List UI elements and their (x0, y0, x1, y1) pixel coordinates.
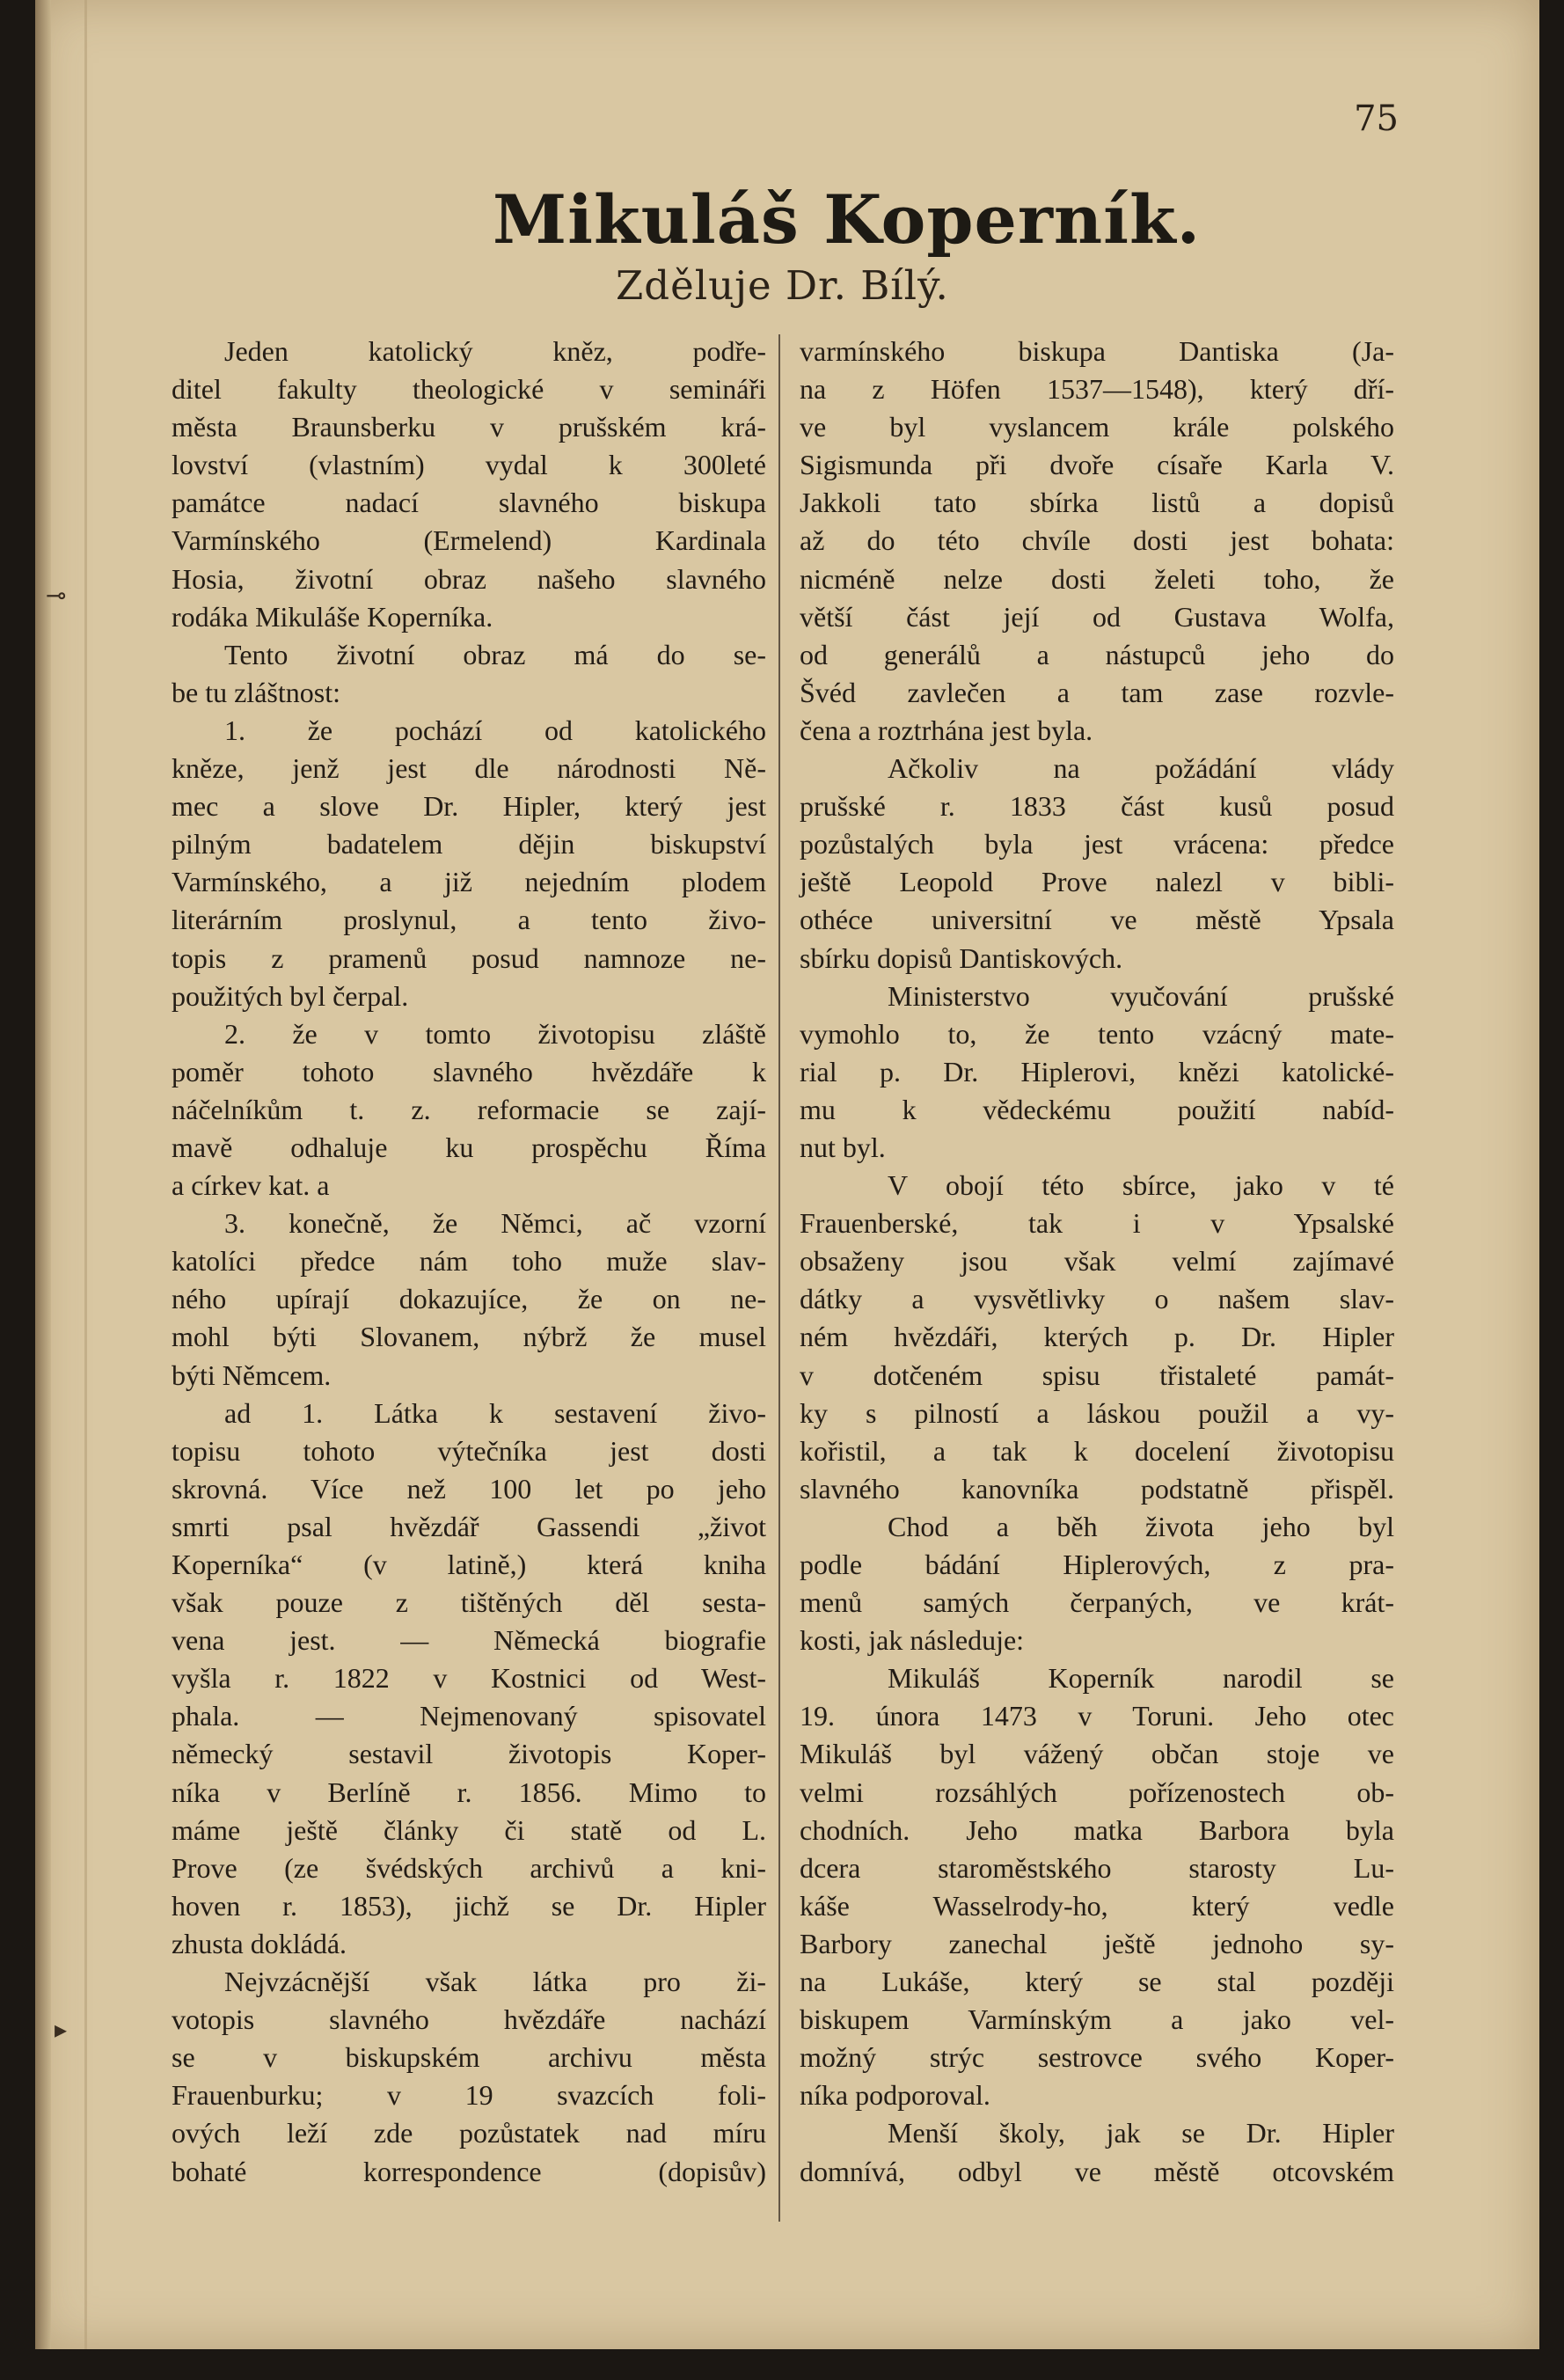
text-line: skrovná. Více než 100 let po jeho (172, 1472, 766, 1505)
text-line: Frauenburku; v 19 svazcích foli- (172, 2079, 766, 2112)
text-line: kněze, jenž jest dle národnosti Ně- (172, 752, 766, 785)
text-line: nicméně nelze dosti želeti toho, že (800, 562, 1394, 595)
text-line: smrti psal hvězdář Gassendi „život (172, 1510, 766, 1542)
text-line: be tu zláštnost: (172, 676, 340, 708)
text-line: Švéd zavlečen a tam zase rozvle- (800, 676, 1394, 708)
text-line: zhusta dokládá. (172, 1927, 347, 1959)
text-line: 3. konečně, že Němci, ač vzorní (224, 1207, 766, 1240)
text-line: použitých byl čerpal. (172, 979, 409, 1012)
text-line: phala. — Nejmenovaný spisovatel (172, 1700, 766, 1732)
text-line: pozůstalých byla jest vrácena: předce (800, 828, 1394, 860)
text-line: biskupem Varmínským a jako vel- (800, 2003, 1394, 2036)
article-byline: Zděluje Dr. Bílý. (616, 262, 949, 309)
text-line: prušské r. 1833 část kusů posud (800, 790, 1394, 823)
text-line: kořistil, a tak k docelení životopisu (800, 1434, 1394, 1467)
text-line: Varmínského (Ermelend) Kardinala (172, 524, 766, 557)
text-line: se v biskupském archivu města (172, 2041, 766, 2074)
text-line: ky s pilností a láskou použil a vy- (800, 1396, 1394, 1429)
text-line: Sigismunda při dvoře císaře Karla V. (800, 449, 1394, 481)
text-line: mohl býti Slovanem, nýbrž že musel (172, 1321, 766, 1353)
text-line: menů samých čerpaných, ve krát- (800, 1586, 1394, 1619)
text-line: 19. února 1473 v Toruni. Jeho otec (800, 1700, 1394, 1732)
text-line: sbírku dopisů Dantiskových. (800, 941, 1123, 974)
text-line: 2. že v tomto životopisu zláště (224, 1017, 766, 1050)
text-line: vena jest. — Německá biografie (172, 1624, 766, 1657)
text-line: mec a slove Dr. Hipler, který jest (172, 790, 766, 823)
text-line: ného upírají dokazujíce, že on ne- (172, 1283, 766, 1315)
text-line: mu k vědeckému použití nabíd- (800, 1093, 1394, 1125)
text-line: na Lukáše, který se stal později (800, 1966, 1394, 1998)
text-line: topisu tohoto výtečníka jest dosti (172, 1434, 766, 1467)
text-line: ném hvězdáři, kterých p. Dr. Hipler (800, 1321, 1394, 1353)
text-line: hoven r. 1853), jichž se Dr. Hipler (172, 1889, 766, 1922)
margin-mark: ▸ (55, 2015, 68, 2044)
text-line: možný strýc sestrovce svého Koper- (800, 2041, 1394, 2074)
text-line: až do této chvíle dosti jest bohata: (800, 524, 1394, 557)
text-line: býti Němcem. (172, 1358, 332, 1391)
text-line: dátky a vysvětlivky o našem slav- (800, 1283, 1394, 1315)
text-line: V obojí této sbírce, jako v té (888, 1169, 1394, 1202)
text-line: Chod a běh života jeho byl (888, 1510, 1394, 1542)
text-line: bohaté korrespondence (dopisův) (172, 2155, 766, 2187)
text-line: Koperníka“ (v latině,) která kniha (172, 1549, 766, 1580)
text-line: rodáka Mikuláše Koperníka. (172, 600, 493, 633)
text-line: Varmínského, a již nejedním plodem (172, 866, 766, 898)
text-line: památce nadací slavného biskupa (172, 487, 766, 519)
text-line: od generálů a nástupců jeho do (800, 638, 1394, 670)
text-line: Ačkoliv na požádání vlády (888, 752, 1394, 785)
text-line: a církev kat. a (172, 1169, 330, 1202)
text-line: na z Höfen 1537—1548), který dří- (800, 373, 1394, 406)
text-line: topis z pramenů posud namnoze ne- (172, 941, 766, 974)
text-line: velmi rozsáhlých pořízenostech ob- (800, 1776, 1394, 1808)
column-divider (778, 334, 780, 2222)
text-line: káše Wasselrody-ho, který vedle (800, 1889, 1394, 1922)
text-line: níka v Berlíně r. 1856. Mimo to (172, 1776, 766, 1808)
text-line: varmínského biskupa Dantiska (Ja- (800, 335, 1394, 367)
text-line: nut byl. (800, 1131, 886, 1163)
text-line: náčelníkům t. z. reformacie se zají- (172, 1093, 766, 1125)
text-line: Mikuláš Koperník narodil se (888, 1662, 1394, 1695)
text-line: lovství (vlastním) vydal k 300leté (172, 449, 766, 481)
text-line: Mikuláš byl vážený občan stoje ve (800, 1738, 1394, 1770)
right-column (800, 333, 1394, 2191)
text-line: Jakkoli tato sbírka listů a dopisů (800, 487, 1394, 519)
text-line: města Braunsberku v prušském krá- (172, 411, 766, 443)
text-line: podle bádání Hiplerových, z pra- (800, 1549, 1394, 1580)
text-line: však pouze z tištěných děl sesta- (172, 1586, 766, 1619)
text-line: 1. že pochází od katolického (224, 714, 766, 746)
text-line: Barbory zanechal ještě jednoho sy- (800, 1927, 1394, 1959)
text-line: slavného kanovníka podstatně přispěl. (800, 1472, 1394, 1505)
text-line: čena a roztrhána jest byla. (800, 714, 1093, 746)
text-line: pilným badatelem dějin biskupství (172, 828, 766, 860)
text-line: vymohlo to, že tento vzácný mate- (800, 1017, 1394, 1050)
text-line: Nejvzácnější však látka pro ži- (224, 1966, 766, 1998)
text-line: ještě Leopold Prove nalezl v bibli- (800, 866, 1394, 898)
margin-mark: ⊸ (46, 581, 67, 610)
text-line: ditel fakulty theologické v semináři (172, 373, 766, 406)
text-line: Frauenberské, tak i v Ypsalské (800, 1207, 1394, 1240)
text-line: rial p. Dr. Hiplerovi, knězi katolické- (800, 1055, 1394, 1087)
text-line: v dotčeném spisu třistaleté památ- (800, 1358, 1394, 1391)
text-line: obsaženy jsou však velmí zajímavé (800, 1245, 1394, 1278)
book-spine-shadow (35, 0, 51, 2349)
text-line: níka podporoval. (800, 2079, 990, 2112)
text-line: Hosia, životní obraz našeho slavného (172, 562, 766, 595)
text-line: větší část její od Gustava Wolfa, (800, 600, 1394, 633)
text-line: Tento životní obraz má do se- (224, 638, 766, 670)
article-title: Mikuláš Koperník. (493, 180, 1202, 259)
text-line: othéce universitní ve městě Ypsala (800, 904, 1394, 936)
text-line: votopis slavného hvězdáře nachází (172, 2003, 766, 2036)
text-line: mavě odhaluje ku prospěchu Říma (172, 1131, 766, 1163)
text-line: ad 1. Látka k sestavení živo- (224, 1396, 766, 1429)
text-line: ových leží zde pozůstatek nad míru (172, 2117, 766, 2149)
text-line: domnívá, odbyl ve městě otcovském (800, 2155, 1394, 2187)
text-line: kosti, jak následuje: (800, 1624, 1025, 1657)
left-column (172, 333, 766, 2191)
text-line: Menší školy, jak se Dr. Hipler (888, 2117, 1394, 2149)
page-number: 75 (1354, 99, 1399, 139)
text-line: dcera staroměstského starosty Lu- (800, 1851, 1394, 1884)
text-line: literárním proslynul, a tento živo- (172, 904, 766, 936)
text-line: katolíci předce nám toho muže slav- (172, 1245, 766, 1278)
text-line: ve byl vyslancem krále polského (800, 411, 1394, 443)
text-line: poměr tohoto slavného hvězdáře k (172, 1055, 766, 1087)
text-line: Jeden katolický kněz, podře- (224, 335, 766, 367)
text-line: vyšla r. 1822 v Kostnici od West- (172, 1662, 766, 1695)
text-line: Prove (ze švédských archivů a kni- (172, 1851, 766, 1884)
text-line: Ministerstvo vyučování prušské (888, 979, 1394, 1012)
text-line: chodních. Jeho matka Barbora byla (800, 1813, 1394, 1846)
text-line: máme ještě články či statě od L. (172, 1813, 766, 1846)
text-line: německý sestavil životopis Koper- (172, 1738, 766, 1770)
margin-rule (84, 0, 87, 2349)
